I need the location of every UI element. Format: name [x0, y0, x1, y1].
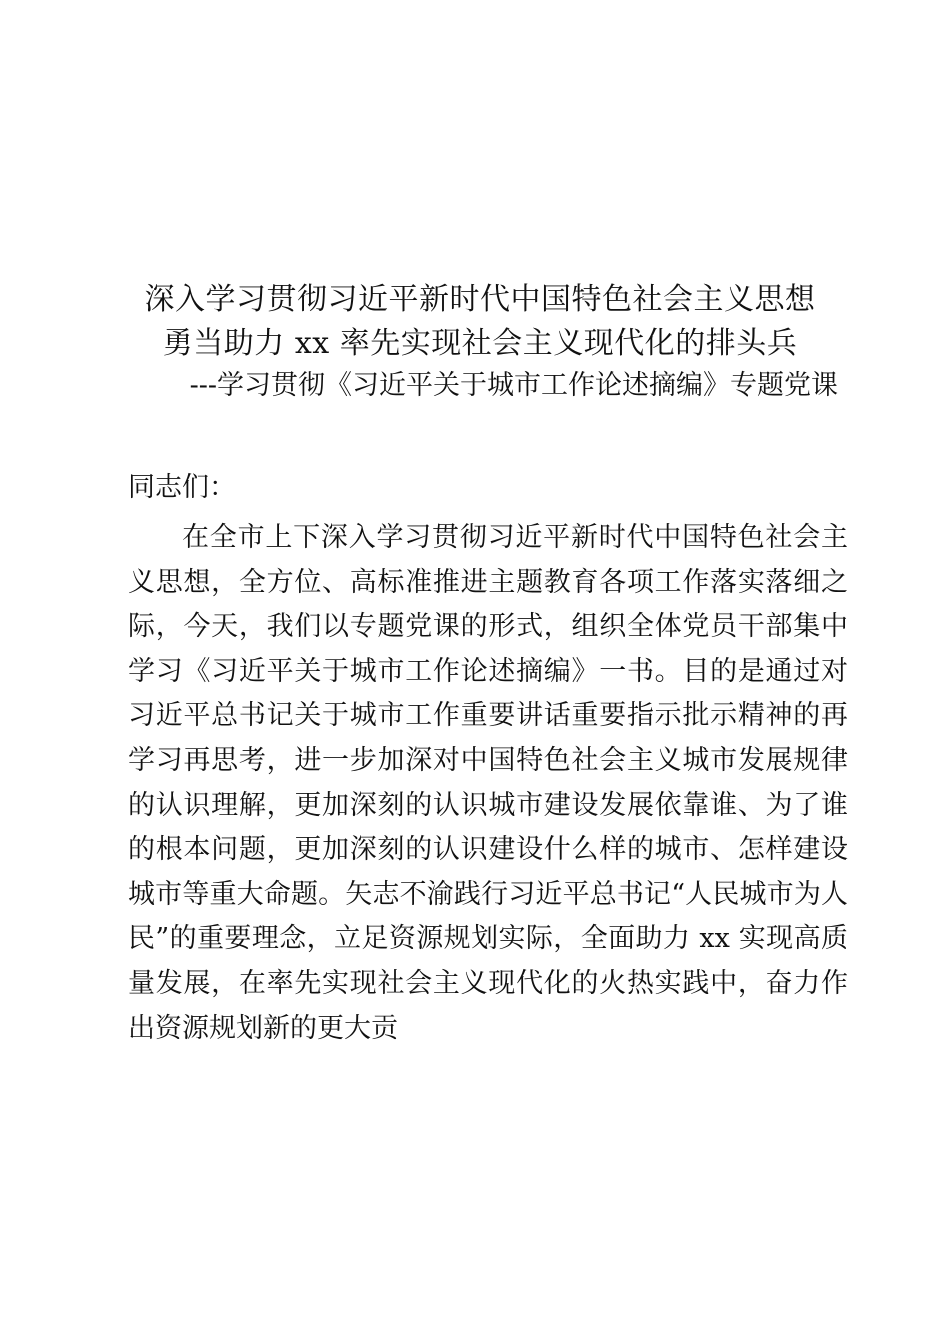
body-paragraph: 在全市上下深入学习贯彻习近平新时代中国特色社会主义思想，全方位、高标准推进主题教育各项工作落实落细之际，今天，我们以专题党课的形式，组织全体党员干部集中学习《习近平关于城市工作论述摘编》一书。目的是通过对习近平总书记关于城市工作重要讲话重要指示批示精神的再学习再思考，进一步加深对中国特色社会主义城市发展规律的认识理解，更加深刻的认识城市建设发展依靠谁、为了谁的根本问题，更加深刻的认识建设什么样的城市、怎样建设城市等重大命题。矢志不渝践行习近平总书记“人民城市为人民”的重要理念，立足资源规划实际，全面助力 xx 实现高质量发展，在率先实现社会主义现代化的火热实践中，奋力作出资源规划新的更大贡 — [128, 522, 848, 1044]
document-body — [128, 466, 848, 1051]
document-title-line-2: 勇当助力 xx 率先实现社会主义现代化的排头兵 — [162, 326, 798, 361]
title-block — [110, 278, 850, 406]
salutation: 同志们： — [128, 472, 236, 503]
document-subtitle: ---学习贯彻《习近平关于城市工作论述摘编》专题党课 — [189, 370, 838, 401]
document-title-line-1: 深入学习贯彻习近平新时代中国特色社会主义思想 — [144, 282, 816, 317]
